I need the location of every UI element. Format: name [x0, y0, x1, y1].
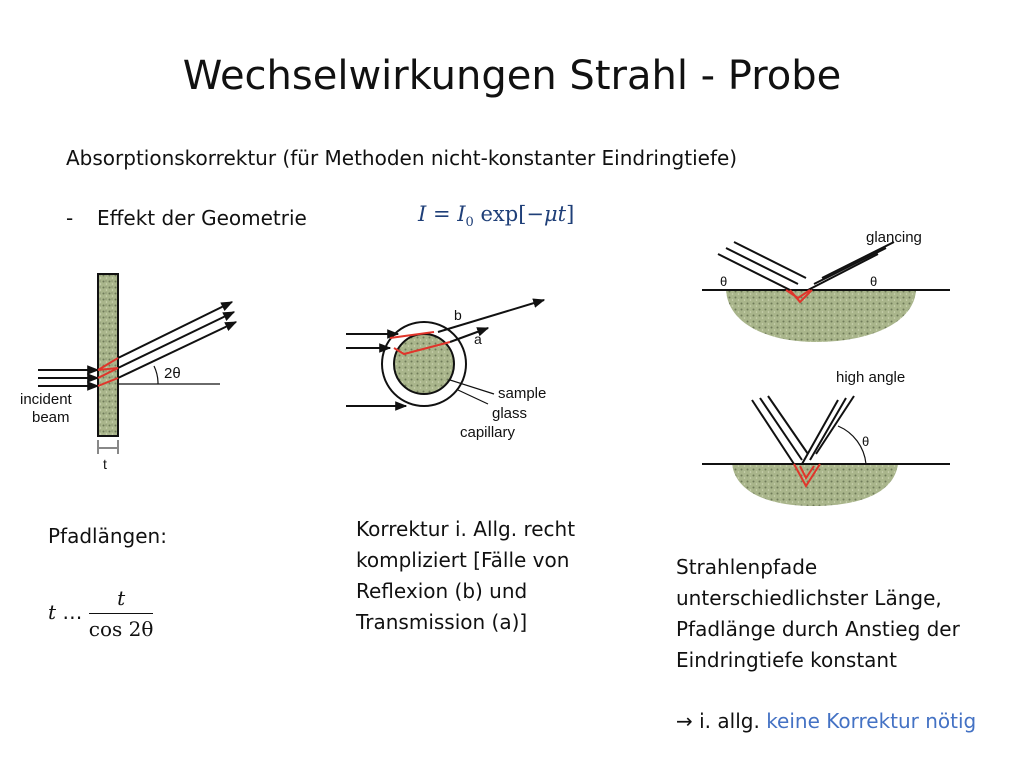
formula-func: exp[− [473, 202, 545, 226]
conclusion [676, 709, 976, 733]
formula-i0: I [457, 202, 466, 226]
thickness-label: t [103, 456, 107, 472]
glancing-label: glancing [866, 229, 922, 246]
expr-t: t [48, 600, 57, 624]
sample-plate [98, 274, 118, 436]
note-line: Eindringtiefe konstant [676, 648, 897, 672]
path-length-expression [48, 586, 153, 641]
label-a: a [474, 331, 482, 347]
label-b: b [454, 307, 462, 323]
formula-subscript: 0 [465, 215, 474, 231]
label-capillary: capillary [460, 424, 516, 441]
note-line: Pfadlänge durch Anstieg der [676, 617, 960, 641]
theta-right: θ [870, 274, 878, 289]
sample-surface [726, 290, 916, 342]
capillary-note [356, 514, 575, 638]
attenuation-formula [418, 202, 574, 230]
note-line: Strahlenpfade [676, 555, 818, 579]
incident-label: incident [20, 391, 72, 408]
frac-denominator: cos 2θ [88, 617, 154, 641]
expr-fraction [89, 586, 154, 641]
note-line: unterschiedlichster Länge, [676, 586, 942, 610]
formula-eq: = [426, 202, 458, 226]
high-angle-figure [698, 366, 960, 514]
formula-close: ] [566, 202, 575, 226]
high-angle-label: high angle [836, 369, 906, 386]
reflection-note [676, 552, 960, 676]
transmission-figure [18, 262, 258, 482]
angle-label: 2θ [164, 365, 181, 382]
formula-arg: μt [544, 202, 567, 226]
capillary-figure [338, 288, 560, 450]
conclusion-prefix: i. allg. [692, 709, 767, 733]
label-glass: glass [492, 405, 528, 422]
expr-dots: … [56, 600, 89, 624]
formula-lhs: I [418, 202, 427, 226]
glancing-figure [698, 224, 960, 356]
theta-high: θ [862, 434, 870, 449]
note-line: Korrektur i. Allg. recht [356, 517, 576, 541]
subtitle: Absorptionskorrektur (für Methoden nicht-konstanter Eindringtiefe) [66, 146, 738, 170]
pfadlaengen-heading: Pfadlängen: [48, 524, 167, 548]
note-line: kompliziert [Fälle von [356, 548, 570, 572]
conclusion-highlight: keine Korrektur nötig [766, 709, 977, 733]
note-line: Transmission (a)] [356, 610, 528, 634]
bullet-dash: - [66, 206, 74, 230]
bullet-text: Effekt der Geometrie [97, 206, 307, 230]
arrow-right-icon: → [676, 709, 693, 733]
slide-title: Wechselwirkungen Strahl - Probe [182, 53, 842, 99]
label-sample: sample [498, 385, 547, 402]
note-line: Reflexion (b) und [356, 579, 528, 603]
beam-label: beam [32, 409, 70, 426]
frac-numerator: t [89, 586, 154, 614]
theta-left: θ [720, 274, 728, 289]
